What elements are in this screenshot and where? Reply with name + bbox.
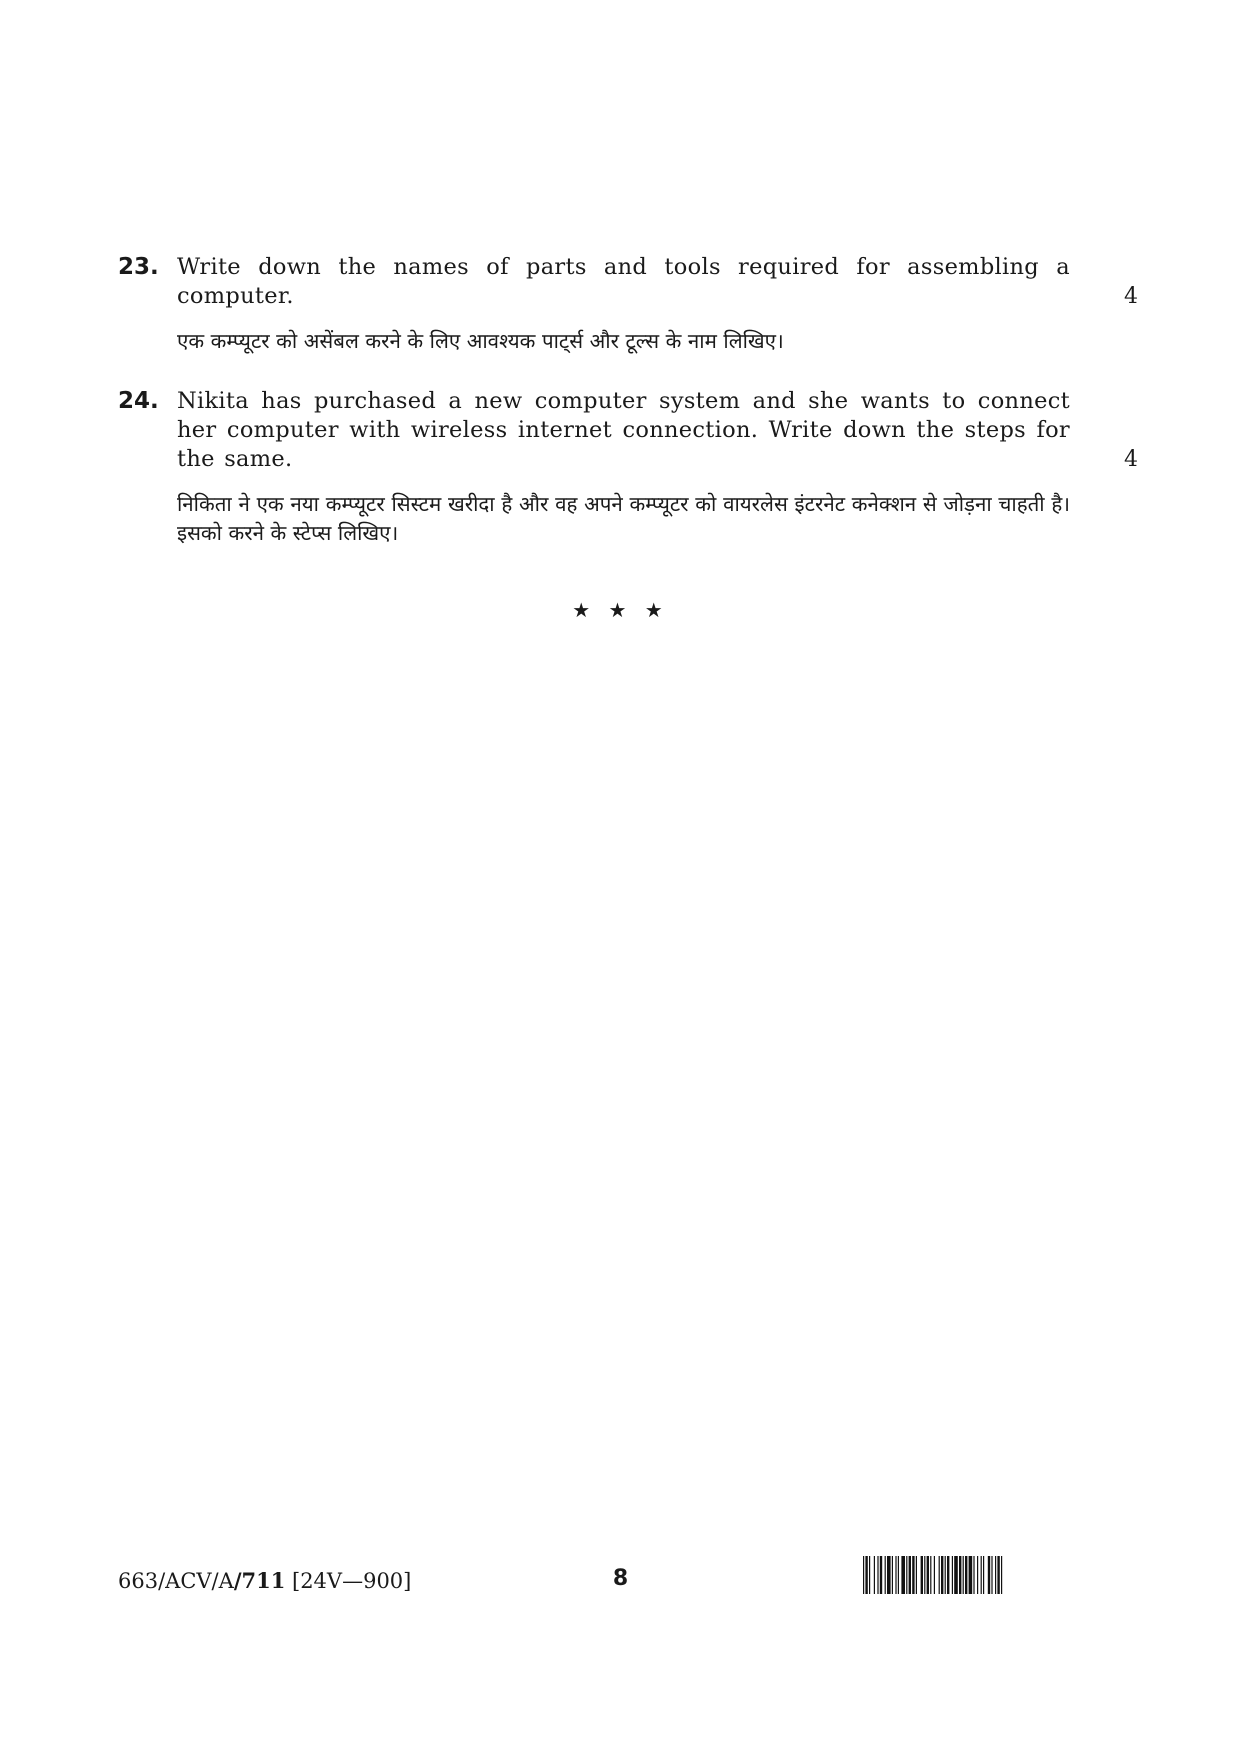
page-number: 8 [612,1566,629,1591]
barcode-bar [991,1556,992,1594]
barcode-bar [892,1556,893,1594]
barcode-bar [869,1556,870,1594]
barcode-bar [963,1556,964,1594]
barcode-bar [965,1556,967,1594]
barcode-bar [981,1556,982,1594]
barcode-bar [959,1556,961,1594]
question-body [177,253,1070,356]
question-number: 24. [118,388,159,414]
question-marks: 4 [1124,284,1138,309]
barcode-bar [912,1556,914,1594]
barcode-bar [898,1556,899,1594]
question-body [177,387,1070,548]
barcode-bar [909,1556,911,1594]
barcode-bar [916,1556,917,1594]
paper-code-prefix: 663/ACV/A [118,1569,234,1593]
question-text-english: Nikita has purchased a new computer system and she wants to connect her computer with wireless internet connection. Write down the steps for the same. [177,388,1070,472]
barcode-bar [887,1556,891,1594]
barcode-bar [863,1556,864,1594]
barcode-bar [939,1556,940,1594]
barcode-bar [934,1556,935,1594]
barcode-bar [877,1556,878,1594]
barcode-bar [983,1556,984,1594]
question-text-hindi: एक कम्प्यूटर को असेंबल करने के लिए आवश्यक पाट्‌र्स और टूल्स के नाम लिखिए। [177,329,784,353]
barcode-bar [906,1556,907,1594]
barcode-bar [977,1556,978,1594]
barcode-bar [885,1556,886,1594]
barcode-bar [865,1556,867,1594]
barcode-bar [1001,1556,1002,1594]
question-23 [118,253,1138,356]
question-text-english: Write down the names of parts and tools required for assembling a computer. [177,254,1070,309]
question-text-hindi: निकिता ने एक नया कम्प्यूटर सिस्टम खरीदा है और वह अपने कम्प्यूटर को वायरलेस इंटरनेट कनेक्शन से जोड़ना चाहती है। इसको करने के स्टेप्स लिखिए। [177,492,1070,545]
barcode-bar [880,1556,882,1594]
barcode-bar [921,1556,923,1594]
barcode-bar [895,1556,896,1594]
barcode-bar [941,1556,943,1594]
question-24 [118,387,1138,548]
barcode-bar [924,1556,925,1594]
barcode-bar [947,1556,949,1594]
end-of-paper-stars: ★ ★ ★ [572,598,669,622]
barcode-bar [954,1556,958,1594]
question-marks: 4 [1124,447,1138,472]
paper-code-suffix: [24V—900] [285,1569,412,1593]
barcode-bar [930,1556,931,1594]
barcode-bar [901,1556,905,1594]
barcode-bar [952,1556,953,1594]
question-number: 23. [118,254,159,280]
barcode-bar [997,1556,999,1594]
barcode-icon [863,1556,1128,1594]
barcode-bar [945,1556,946,1594]
barcode-bar [995,1556,996,1594]
barcode-bar [969,1556,973,1594]
barcode-bar [874,1556,875,1594]
barcode-bar [988,1556,990,1594]
barcode-bar [927,1556,929,1594]
paper-code-bold: /711 [233,1568,286,1593]
barcode-bar [973,1556,974,1594]
